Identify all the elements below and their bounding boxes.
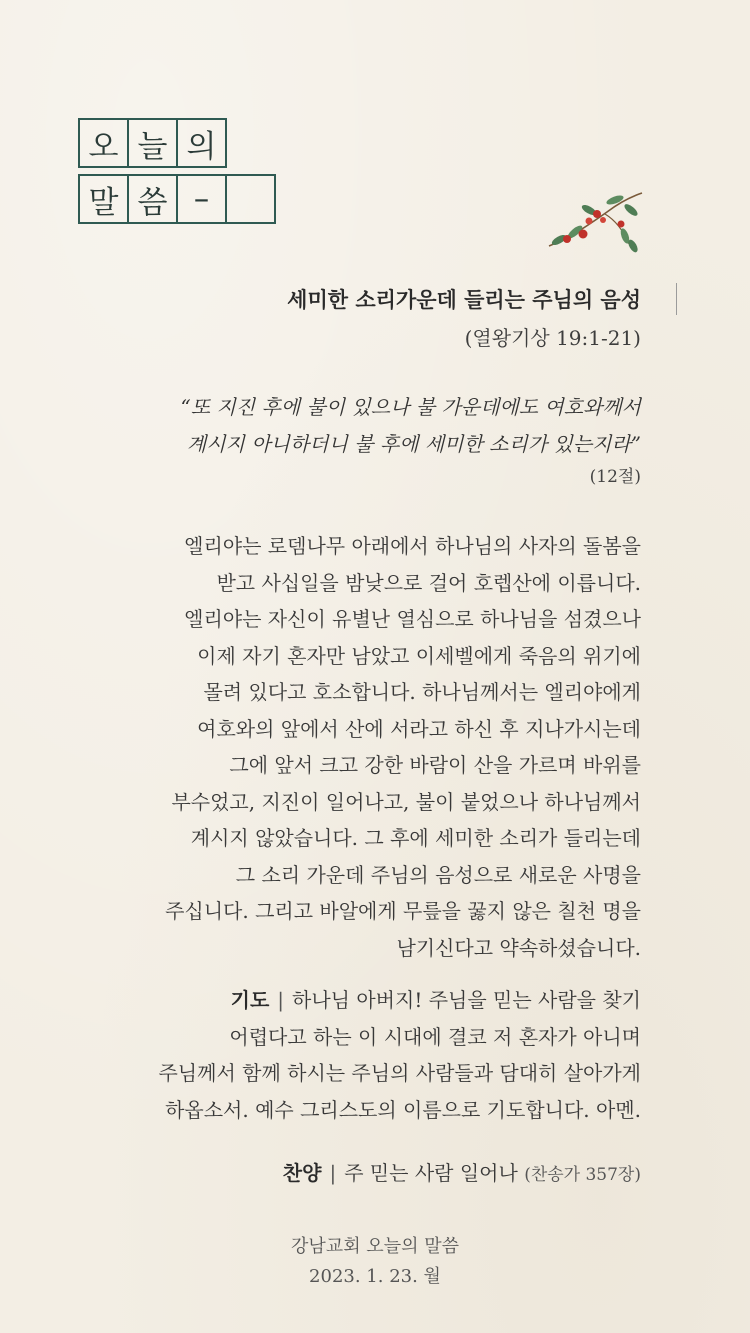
sermon-body	[165, 528, 641, 966]
title-row-2	[78, 174, 276, 224]
body-line: 주십니다. 그리고 바알에게 무릎을 꿇지 않은 칠천 명을	[165, 899, 641, 923]
title-cell: 의	[176, 118, 227, 168]
praise-song-title: 주 믿는 사람 일어나	[344, 1161, 518, 1185]
title-cell-empty	[225, 174, 276, 224]
title-cell: 씀	[127, 174, 178, 224]
title-cell: –	[176, 174, 227, 224]
quote-line: “또 지진 후에 불이 있으나 불 가운데에도 여호와께서	[180, 395, 641, 419]
body-line: 이제 자기 혼자만 남았고 이세벨에게 죽음의 위기에	[197, 643, 641, 668]
body-line: 그에 앞서 크고 강한 바람이 산을 가르며 바위를	[229, 753, 641, 777]
title-cell: 말	[78, 174, 129, 224]
prayer-line: 주님께서 함께 하시는 주님의 사람들과 담대히 살아가게	[158, 1061, 641, 1085]
footer-church-name: 강남교회 오늘의 말씀	[291, 1236, 459, 1257]
body-line: 여호와의 앞에서 산에 서라고 하신 후 지나가시는데	[197, 716, 641, 741]
title-row-1	[78, 118, 276, 168]
praise-section	[283, 1157, 641, 1186]
side-divider	[676, 283, 677, 315]
scripture-quote	[181, 389, 641, 463]
hymn-number: (찬송가 357장)	[524, 1165, 641, 1185]
body-line: 남기신다고 약속하셨습니다.	[396, 935, 641, 960]
body-line: 엘리야는 자신이 유별난 열심으로 하나님을 섬겼으나	[184, 607, 641, 631]
body-line: 그 소리 가운데 주님의 음성으로 새로운 사명을	[235, 862, 641, 887]
berry-branch-illustration	[545, 190, 645, 255]
prayer-line: 하옵소서. 예수 그리스도의 이름으로 기도합니다. 아멘.	[165, 1097, 641, 1122]
praise-separator: |	[329, 1161, 337, 1185]
prayer-first-line	[158, 982, 641, 1019]
body-line: 부수었고, 지진이 일어나고, 불이 붙었으나 하나님께서	[171, 789, 641, 814]
title-grid	[78, 118, 276, 224]
prayer-label: 기도	[230, 988, 270, 1012]
verse-number: (12절)	[589, 467, 641, 487]
body-line: 엘리야는 로뎀나무 아래에서 하나님의 사자의 돌봄을	[184, 534, 641, 558]
body-line: 몰려 있다고 호소합니다. 하나님께서는 엘리야에게	[203, 680, 641, 704]
footer-date: 2023. 1. 23. 월	[309, 1266, 441, 1287]
quote-line: 계시지 아니하더니 불 후에 세미한 소리가 있는지라”	[186, 432, 641, 456]
scripture-reference: (열왕기상 19:1-21)	[464, 326, 641, 350]
title-cell: 늘	[127, 118, 178, 168]
sermon-heading: 세미한 소리가운데 들리는 주님의 음성	[287, 288, 641, 312]
body-line: 계시지 않았습니다. 그 후에 세미한 소리가 들리는데	[190, 826, 641, 850]
prayer-section	[158, 982, 641, 1128]
prayer-line: 하나님 아버지! 주님을 믿는 사람을 찾기	[292, 988, 641, 1012]
prayer-separator: |	[277, 988, 285, 1012]
praise-label: 찬양	[282, 1161, 322, 1185]
prayer-line: 어렵다고 하는 이 시대에 결코 저 혼자가 아니며	[229, 1024, 641, 1049]
title-cell: 오	[78, 118, 129, 168]
body-line: 받고 사십일을 밤낮으로 걸어 호렙산에 이릅니다.	[216, 570, 641, 595]
